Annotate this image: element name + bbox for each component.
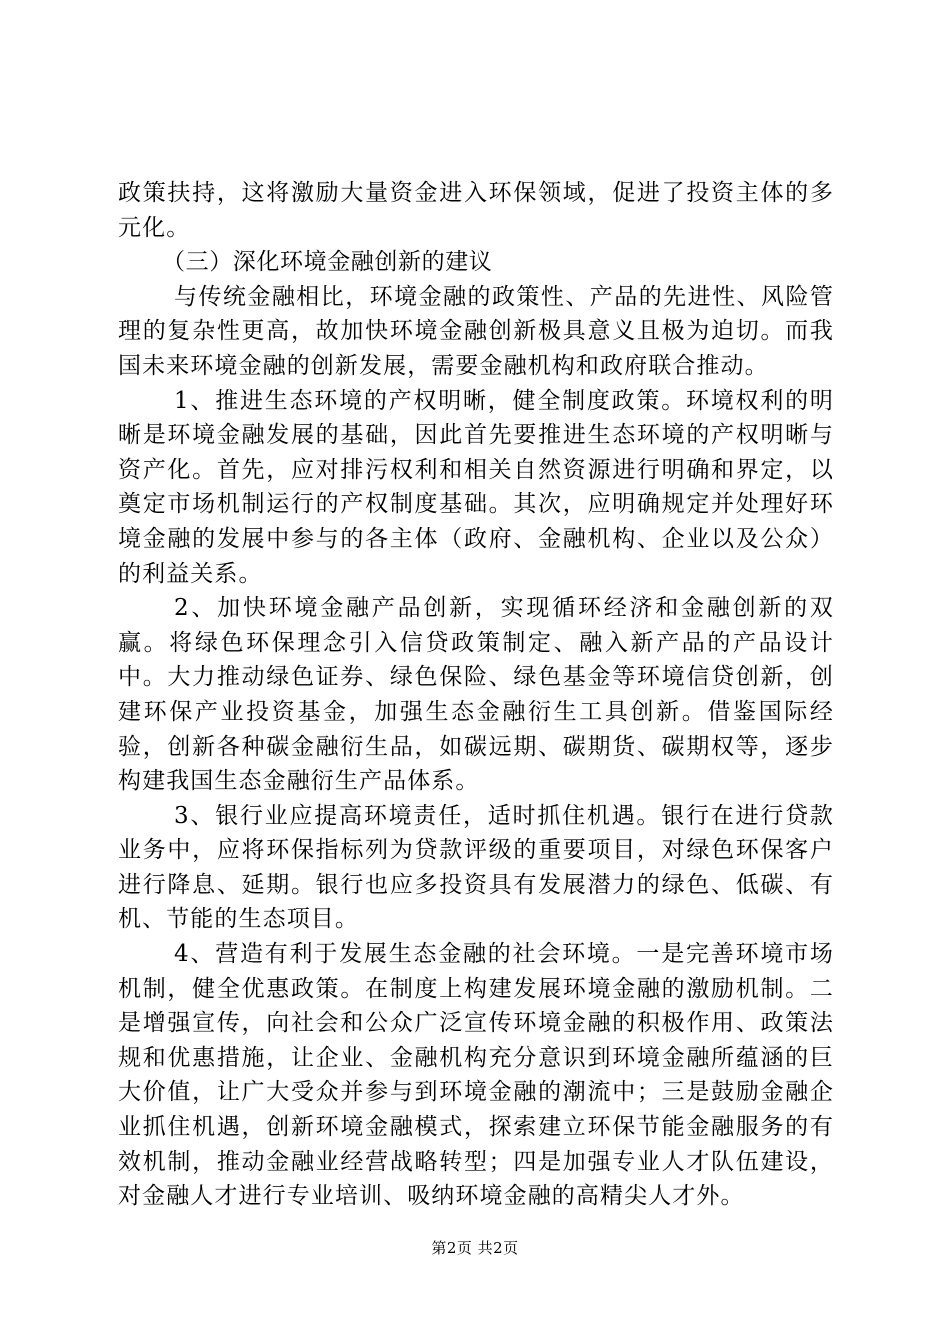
paragraph-intro: 与传统金融相比，环境金融的政策性、产品的先进性、风险管理的复杂性更高，故加快环境金融创新极具意义且极为迫切。而我国未来环境金融的创新发展，需要金融机构和政府联合推动。 [118,283,834,379]
paragraph-item-4: 4、营造有利于发展生态金融的社会环境。一是完善环境市场机制，健全优惠政策。在制度上构建发展环境金融的激励机制。二是增强宣传，向社会和公众广泛宣传环境金融的积极作用、政策法规和优惠措施，让企业、金融机构充分意识到环境金融所蕴涵的巨大价值，让广大受众并参与到环境金融的潮流中；三是鼓励金融企业抓住机遇，创新环境金融模式，探索建立环保节能金融服务的有效机制，推动金融业经营战略转型；四是加强专业人才队伍建设，对金融人才进行专业培训、吸纳环境金融的高精尖人才外。 [118,941,834,1210]
paragraph-item-1: 1、推进生态环境的产权明晰，健全制度政策。环境权利的明晰是环境金融发展的基础，因此首先要推进生态环境的产权明晰与资产化。首先，应对排污权利和相关自然资源进行明确和界定，以奠定市场机制运行的产权制度基础。其次，应明确规定并处理好环境金融的发展中参与的各主体（政府、金融机构、企业以及公众）的利益关系。 [118,387,834,587]
section-heading: （三）深化环境金融创新的建议 [162,249,493,276]
paragraph-continuation: 政策扶持，这将激励大量资金进入环保领域，促进了投资主体的多元化。 [118,180,834,241]
document-body [118,176,834,1214]
paragraph-item-3: 3、银行业应提高环境责任，适时抓住机遇。银行在进行贷款业务中，应将环保指标列为贷款评级的重要项目，对绿色环保客户进行降息、延期。银行也应多投资具有发展潜力的绿色、低碳、有机、节能的生态项目。 [118,802,834,933]
page-footer: 第2页 共2页 [431,1239,519,1257]
paragraph-item-2: 2、加快环境金融产品创新，实现循环经济和金融创新的双赢。将绿色环保理念引入信贷政策制定、融入新产品的产品设计中。大力推动绿色证券、绿色保险、绿色基金等环境信贷创新，创建环保产业投资基金，加强生态金融衍生工具创新。借鉴国际经验，创新各种碳金融衍生品，如碳远期、碳期货、碳期权等，逐步构建我国生态金融衍生产品体系。 [118,595,834,795]
